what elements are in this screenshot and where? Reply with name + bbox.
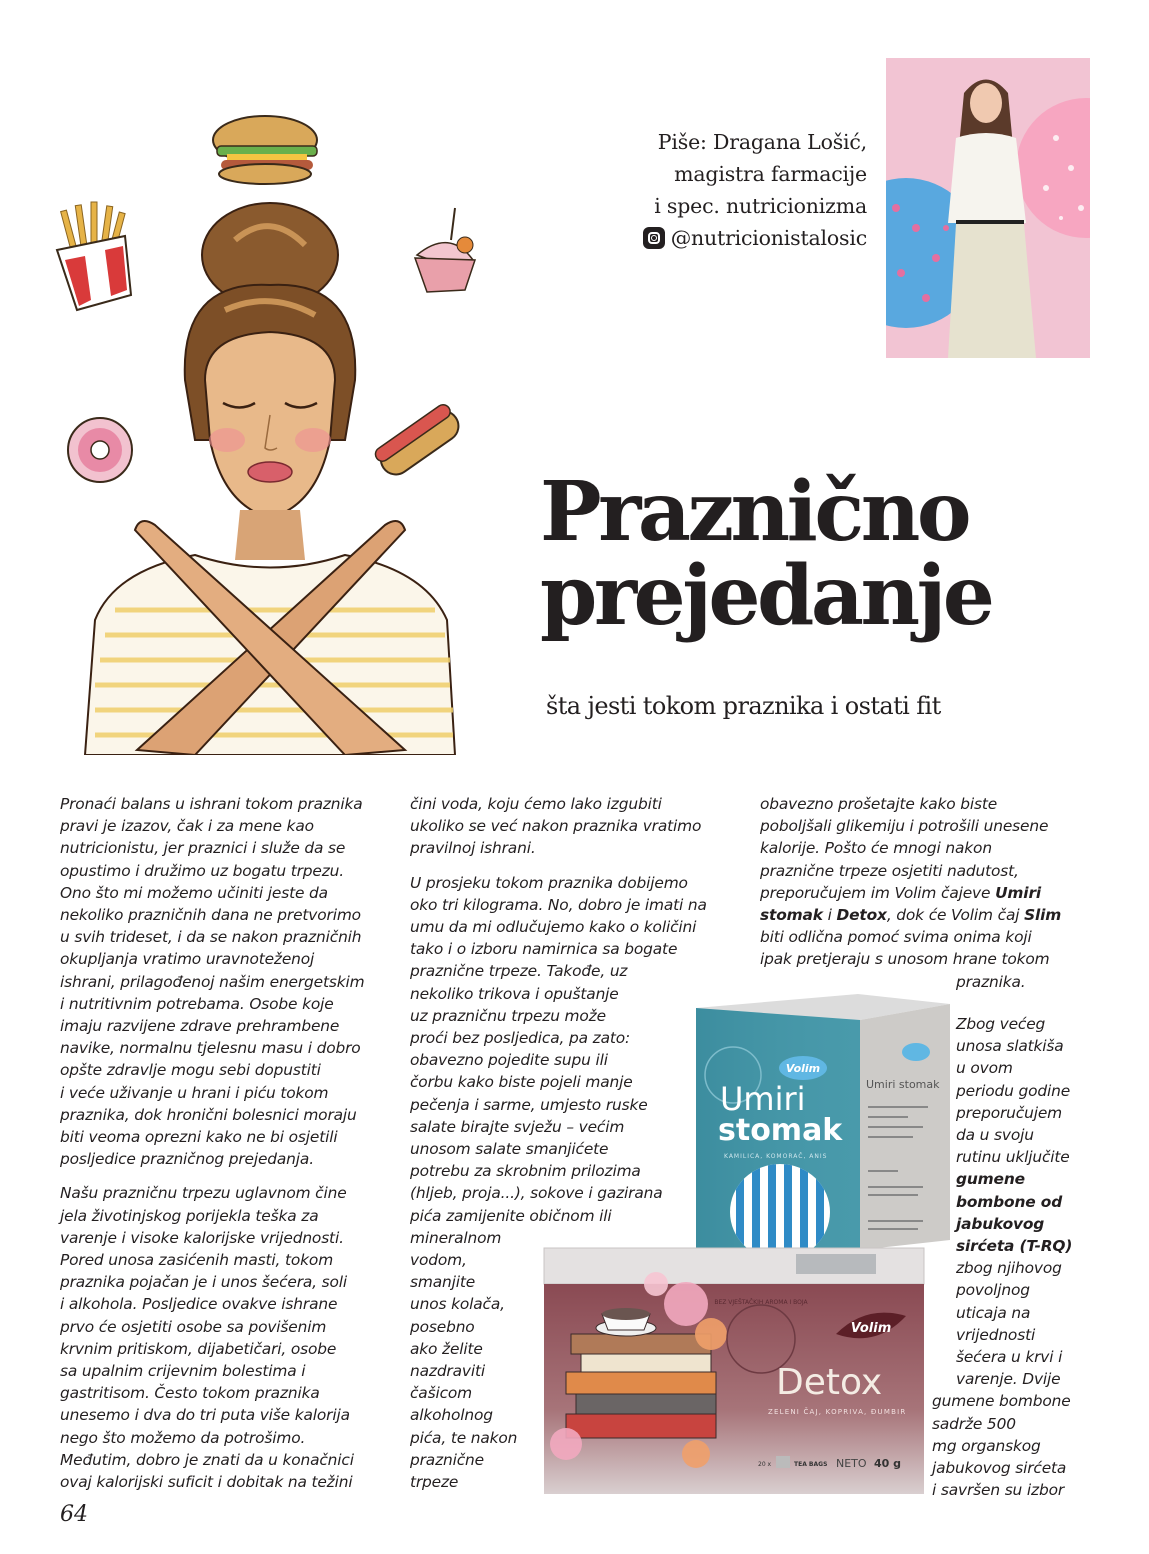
title-line-2: prejedanje: [540, 548, 992, 644]
text-line: pića zamijenite običnom ili: [410, 1206, 612, 1225]
text-line: opšte zdravlje mogu sebi dopustiti: [60, 1061, 321, 1080]
text-line: ako želite: [410, 1339, 483, 1358]
text-line: umu da mi odlučujemo kako o količini: [410, 918, 697, 937]
product-name-detox: Detox: [836, 906, 887, 925]
text-line: i alkohola. Posljedice ovakve ishrane: [60, 1295, 338, 1314]
text-line: praznične trpeze. Takođe, uz: [410, 962, 628, 981]
text-line: jabukovog sirćeta: [932, 1459, 1067, 1478]
text-line: opustimo i družimo uz bogatu trpezu.: [60, 861, 344, 880]
umiri-ingredients: KAMILICA, KOMORAČ, ANIS: [724, 1153, 828, 1160]
text-line: uticaja na: [956, 1303, 1031, 1322]
detox-net-label: NETO: [836, 1457, 867, 1470]
text-line: mg organskog: [932, 1436, 1041, 1455]
umiri-name-line-2: stomak: [718, 1113, 843, 1148]
text-line: Međutim, dobro je znati da u konačnici: [60, 1450, 354, 1469]
text-line: obavezno pojedite supu ili: [410, 1051, 608, 1070]
fries-icon: [57, 202, 131, 310]
text-line: obavezno prošetajte kako biste: [760, 795, 998, 813]
umiri-name-line-1: Umiri: [720, 1080, 806, 1118]
text-line: nutricionistu, jer praznici i služe da se: [60, 839, 346, 858]
text-line: praznika.: [956, 972, 1026, 991]
detox-stamp-text: BEZ VJEŠTAČKIH AROMA I BOJA: [714, 1299, 808, 1306]
text-run: , dok će Volim čaj: [886, 906, 1025, 925]
text-run: i: [822, 906, 837, 925]
text-line: sa upalnim crijevnim bolestima i: [60, 1362, 306, 1381]
product-name-slim: Slim: [1024, 906, 1062, 925]
text-line: imaju razvijene zdrave prehrambene: [60, 1017, 340, 1036]
text-line: preporučujem: [956, 1103, 1062, 1122]
text-line: unesemo i dva do tri puta više kalorija: [60, 1406, 350, 1425]
article-title: [540, 464, 1100, 644]
paragraph: [60, 1182, 400, 1493]
text-line: čini voda, koju ćemo lako izgubiti: [410, 795, 662, 813]
body-column-3-continued: [932, 1013, 1102, 1501]
page-number: 64: [60, 1502, 88, 1527]
product-highlight: jabukovog: [956, 1214, 1045, 1233]
text-line: da u svoju: [956, 1126, 1034, 1145]
paragraph: [760, 793, 1100, 993]
hotdog-icon: [373, 402, 465, 480]
text-line: vodom,: [410, 1251, 467, 1270]
author-specialization: i spec. nutricionizma: [654, 194, 867, 218]
text-line: uz prazničnu trpezu može: [410, 1006, 606, 1025]
text-line: jela životinjskog porijekla teška za: [60, 1206, 319, 1225]
text-line: pravi je izazov, čak i za mene kao: [60, 817, 314, 836]
burger-icon: [213, 116, 317, 184]
text-line: mineralnom: [410, 1228, 502, 1247]
cupcake-icon: [415, 208, 475, 292]
text-line: u svih trideset, i da se nakon prazničnih: [60, 928, 362, 947]
text-line: pravilnoj ishrani.: [410, 839, 536, 858]
text-line: čašicom: [410, 1384, 473, 1403]
text-line: [760, 882, 1100, 904]
text-line: biti odlična pomoć svima onima koji: [760, 928, 1032, 947]
text-line: U prosjeku tokom praznika dobijemo: [410, 873, 688, 892]
text-line: sadrže 500: [932, 1414, 1016, 1433]
text-line: proći bez posljedica, pa zato:: [410, 1029, 631, 1048]
author-title: magistra farmacije: [674, 162, 867, 186]
text-line: vrijednosti: [956, 1325, 1036, 1344]
article-subtitle: šta jesti tokom praznika i ostati fit: [546, 692, 941, 720]
text-line: okupljanja vratimo uravnoteženoj: [60, 950, 315, 969]
text-line: trpeze: [410, 1473, 459, 1492]
paragraph: [410, 793, 740, 860]
text-line: Ono što mi možemo učiniti jeste da: [60, 883, 328, 902]
text-line: unos kolača,: [410, 1295, 505, 1314]
text-line: poboljšali glikemiju i potrošili unesene: [760, 817, 1049, 836]
text-line: i savršen su izbor: [932, 1481, 1065, 1500]
umiri-brand: Volim: [785, 1062, 821, 1075]
text-line: i nutritivnim potrebama. Osobe koje: [60, 994, 334, 1013]
text-line: gastritisom. Često tokom praznika: [60, 1384, 320, 1403]
text-line: pečenja i sarme, umjesto ruske: [410, 1095, 648, 1114]
text-line: biti veoma oprezni kako ne bi osjetili: [60, 1128, 338, 1147]
title-line-1: Praznično: [540, 464, 969, 560]
text-line: posebno: [410, 1317, 475, 1336]
text-line: ishrani, prilagođenoj našim energetskim: [60, 972, 365, 991]
product-detox-box: [536, 1244, 926, 1500]
text-line: oko tri kilograma. No, dobro je imati na: [410, 895, 707, 914]
text-line: i veće uživanje u hrani i piću tokom: [60, 1083, 329, 1102]
text-line: pića, te nakon: [410, 1428, 518, 1447]
body-column-1: [60, 793, 400, 1493]
paragraph: [60, 793, 400, 1170]
detox-count: 20 x: [758, 1461, 772, 1468]
text-line: tako i o izboru namirnica sa bogate: [410, 940, 678, 959]
text-line: praznika, dok hronični bolesnici moraju: [60, 1105, 357, 1124]
product-umiri-stomak-box: [688, 980, 950, 1250]
instagram-handle[interactable]: @nutricionistalosic: [670, 226, 867, 250]
text-line: ukoliko se već nakon praznika vratimo: [410, 817, 702, 836]
text-line: nego što možemo da potrošimo.: [60, 1428, 306, 1447]
text-line: nekoliko trikova i opuštanje: [410, 984, 619, 1003]
text-line: nekoliko prazničnih dana ne pretvorimo: [60, 906, 361, 925]
detox-bags-label: TEA BAGS: [794, 1461, 828, 1468]
text-line: gumene bombone: [932, 1392, 1071, 1411]
text-line: čorbu kako biste pojeli manje: [410, 1073, 633, 1092]
text-line: Pored unosa zasićenih masti, tokom: [60, 1251, 334, 1270]
text-line: krvnim pritiskom, dijabetičari, osobe: [60, 1339, 337, 1358]
text-line: praznika pojačan je i unos šećera, soli: [60, 1273, 348, 1292]
text-line: nazdraviti: [410, 1362, 485, 1381]
text-line: prvo će osjetiti osobe sa povišenim: [60, 1317, 327, 1336]
text-line: praznične: [410, 1450, 484, 1469]
detox-net-value: 40 g: [874, 1457, 902, 1470]
hero-illustration: [55, 110, 485, 755]
text-line: ipak pretjeraju s unosom hrane tokom: [760, 950, 1050, 969]
text-line: (hljeb, proja...), sokove i gazirana: [410, 1184, 663, 1203]
text-line: [760, 904, 1100, 926]
text-line: unosa slatkiša: [956, 1037, 1064, 1056]
author-photo: [886, 58, 1090, 358]
text-line: varenje. Dvije: [956, 1370, 1061, 1389]
text-line: salate birajte svježu – većim: [410, 1117, 625, 1136]
author-byline: [537, 126, 867, 258]
text-line: Našu prazničnu trpezu uglavnom čine: [60, 1184, 347, 1203]
text-line: šećera u krvi i: [956, 1348, 1063, 1367]
text-line: Zbog većeg: [956, 1015, 1046, 1033]
instagram-icon: [643, 227, 665, 249]
text-line: povoljnog: [956, 1281, 1030, 1300]
text-line: zbog njihovog: [956, 1259, 1062, 1278]
detox-brand: Volim: [850, 1321, 892, 1336]
product-highlight: bombone od: [956, 1192, 1063, 1211]
text-line: potrebu za skrobnim prilozima: [410, 1162, 641, 1181]
text-line: periodu godine: [956, 1081, 1071, 1100]
product-name-stomak: stomak: [760, 906, 823, 925]
donut-icon: [68, 418, 132, 482]
author-social: [643, 222, 867, 254]
text-line: ovaj kalorijski suficit i dobitak na težini: [60, 1473, 353, 1492]
author-name: Piše: Dragana Lošić,: [657, 130, 867, 154]
text-line: u ovom: [956, 1059, 1013, 1078]
umiri-side-name: Umiri stomak: [866, 1078, 940, 1091]
product-name-umiri: Umiri: [995, 883, 1042, 902]
text-run: preporučujem im Volim čajeve: [760, 883, 996, 902]
body-column-3: [760, 793, 1100, 993]
text-line: navike, normalnu tjelesnu masu i dobro: [60, 1039, 361, 1058]
detox-name: Detox: [776, 1362, 883, 1403]
text-line: smanjite: [410, 1273, 476, 1292]
text-line: kalorije. Pošto će mnogi nakon: [760, 839, 992, 858]
paragraph: [932, 1013, 1102, 1501]
product-highlight: sirćeta (T-RQ): [956, 1237, 1073, 1256]
product-highlight: gumene: [956, 1170, 1025, 1189]
text-line: posljedice prazničnog prejedanja.: [60, 1150, 314, 1169]
text-line: varenje i visoke kalorijske vrijednosti.: [60, 1228, 344, 1247]
text-line: Pronaći balans u ishrani tokom praznika: [60, 795, 363, 813]
text-line: unosom salate smanjićete: [410, 1140, 609, 1159]
text-line: praznične trpeze osjetiti nadutost,: [760, 861, 1019, 880]
text-line: rutinu uključite: [956, 1148, 1070, 1167]
text-line: alkoholnog: [410, 1406, 493, 1425]
detox-ingredients: ZELENI ČAJ, KOPRIVA, ĐUMBIR: [768, 1408, 907, 1416]
